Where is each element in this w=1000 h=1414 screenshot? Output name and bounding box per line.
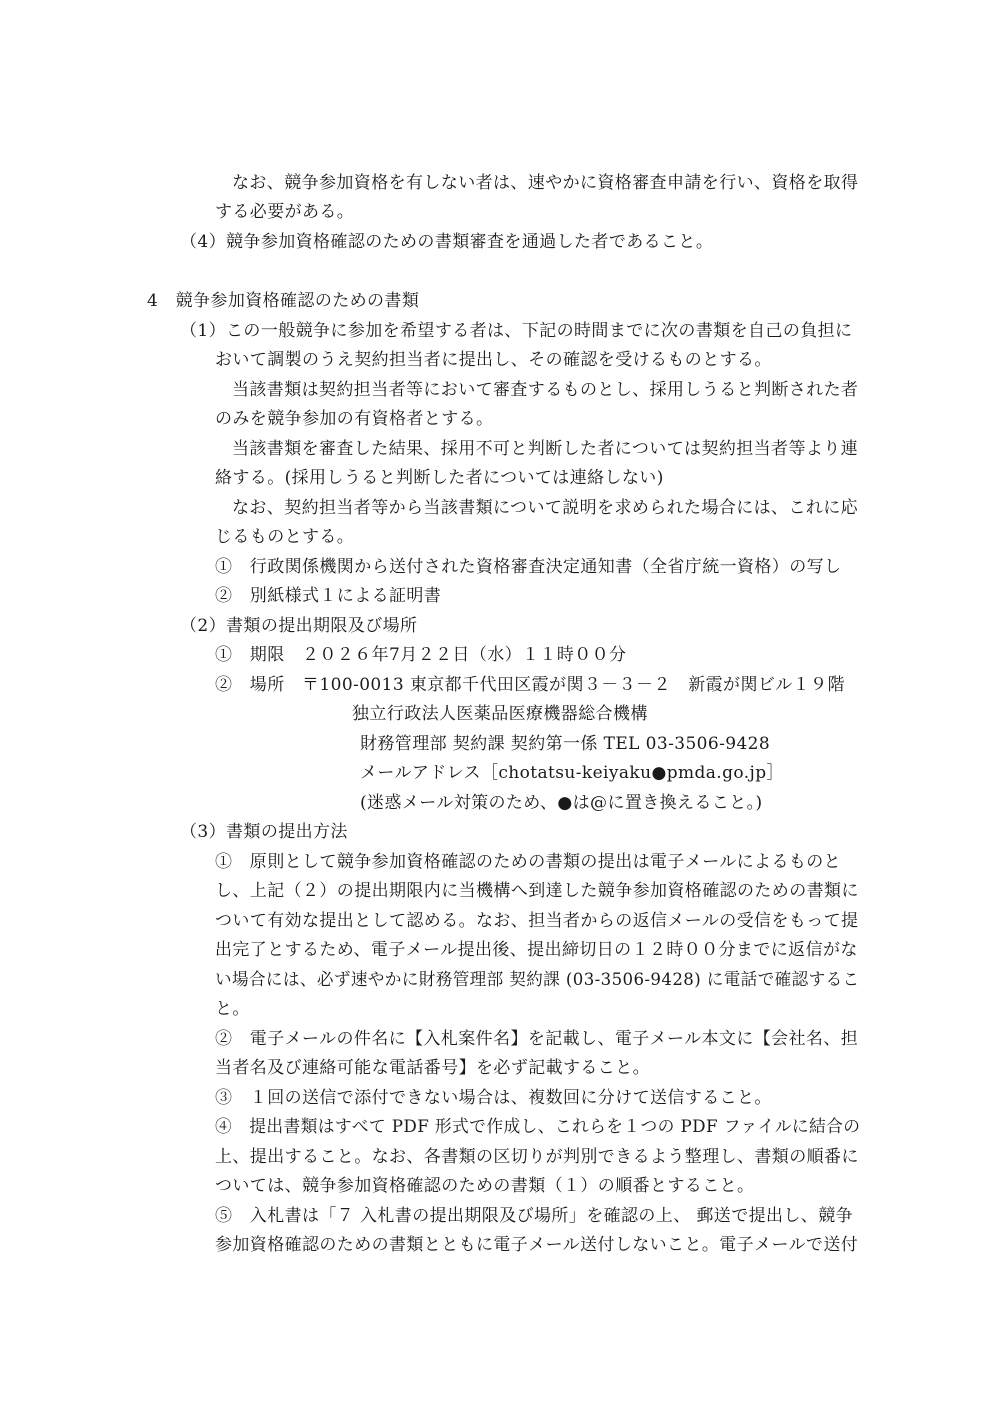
email-address: メールアドレス［chotatsu-keiyaku●pmda.go.jp］ xyxy=(360,763,784,783)
list-item: ② 電子メールの件名に【入札案件名】を記載し、電子メール本文に【会社名、担 xyxy=(215,1029,859,1049)
section-item-1: （1）この一般競争に参加を希望する者は、下記の時間までに次の書類を自己の負担に xyxy=(180,321,853,341)
text-line: と。 xyxy=(215,999,250,1019)
section-heading-4: 4 競争参加資格確認のための書類 xyxy=(147,291,420,311)
list-item: ① 行政関係機関から送付された資格審査決定通知書（全省庁統一資格）の写し xyxy=(215,557,842,577)
address-line: 独立行政法人医薬品医療機器総合機構 xyxy=(352,704,648,724)
text-line: 参加資格確認のための書類とともに電子メール送付しないこと。電子メールで送付 xyxy=(215,1235,859,1255)
text-line: 当該書類は契約担当者等において審査するものとし、採用しうると判断された者 xyxy=(232,380,859,400)
text-line: い場合には、必ず速やかに財務管理部 契約課 (03-3506-9428) に電話で確認するこ xyxy=(215,970,860,990)
text-line: ついて有効な提出として認める。なお、担当者からの返信メールの受信をもって提 xyxy=(215,911,859,931)
text-line: (迷惑メール対策のため、●は@に置き換えること。) xyxy=(360,793,763,813)
text-line: おいて調製のうえ契約担当者に提出し、その確認を受けるものとする。 xyxy=(215,350,772,370)
list-item: ② 別紙様式１による証明書 xyxy=(215,586,442,606)
text-line: 当該書類を審査した結果、採用不可と判断した者については契約担当者等より連 xyxy=(232,439,859,459)
list-item: ③ １回の送信で添付できない場合は、複数回に分けて送信すること。 xyxy=(215,1088,772,1108)
text-line: する必要がある。 xyxy=(215,202,355,222)
text-line: し、上記（２）の提出期限内に当機構へ到達した競争参加資格確認のための書類に xyxy=(215,881,859,901)
text-line: ついては、競争参加資格確認のための書類（１）の順番とすること。 xyxy=(215,1176,755,1196)
text-line: のみを競争参加の有資格者とする。 xyxy=(215,409,494,429)
list-item: ④ 提出書類はすべて PDF 形式で作成し、これらを１つの PDF ファイルに結合の xyxy=(215,1117,861,1137)
text-line: 当者名及び連絡可能な電話番号】を必ず記載すること。 xyxy=(215,1058,650,1078)
text-line: 絡する。(採用しうると判断した者については連絡しない) xyxy=(215,468,664,488)
list-item: ② 場所 〒100-0013 東京都千代田区霞が関３－３－２ 新霞が関ビル１９階 xyxy=(215,675,845,695)
section-item-4: （4）競争参加資格確認のための書類審査を通過した者であること。 xyxy=(180,232,714,252)
section-item-2: （2）書類の提出期限及び場所 xyxy=(180,616,418,636)
text-line: 出完了とするため、電子メール提出後、提出締切日の１２時００分までに返信がな xyxy=(215,940,858,960)
text-line: じるものとする。 xyxy=(215,527,355,547)
list-item: ⑤ 入札書は「７ 入札書の提出期限及び場所」を確認の上、 郵送で提出し、競争 xyxy=(215,1206,854,1226)
section-item-3: （3）書類の提出方法 xyxy=(180,822,348,842)
list-item: ① 期限 ２０２６年7月２２日（水）１１時００分 xyxy=(215,645,627,665)
address-line: 財務管理部 契約課 契約第一係 TEL 03-3506-9428 xyxy=(360,734,771,754)
text-line: なお、競争参加資格を有しない者は、速やかに資格審査申請を行い、資格を取得 xyxy=(232,173,859,193)
list-item: ① 原則として競争参加資格確認のための書類の提出は電子メールによるものと xyxy=(215,852,842,872)
text-line: 上、提出すること。なお、各書類の区切りが判別できるよう整理し、書類の順番に xyxy=(215,1147,859,1167)
text-line: なお、契約担当者等から当該書類について説明を求められた場合には、これに応 xyxy=(232,498,859,518)
